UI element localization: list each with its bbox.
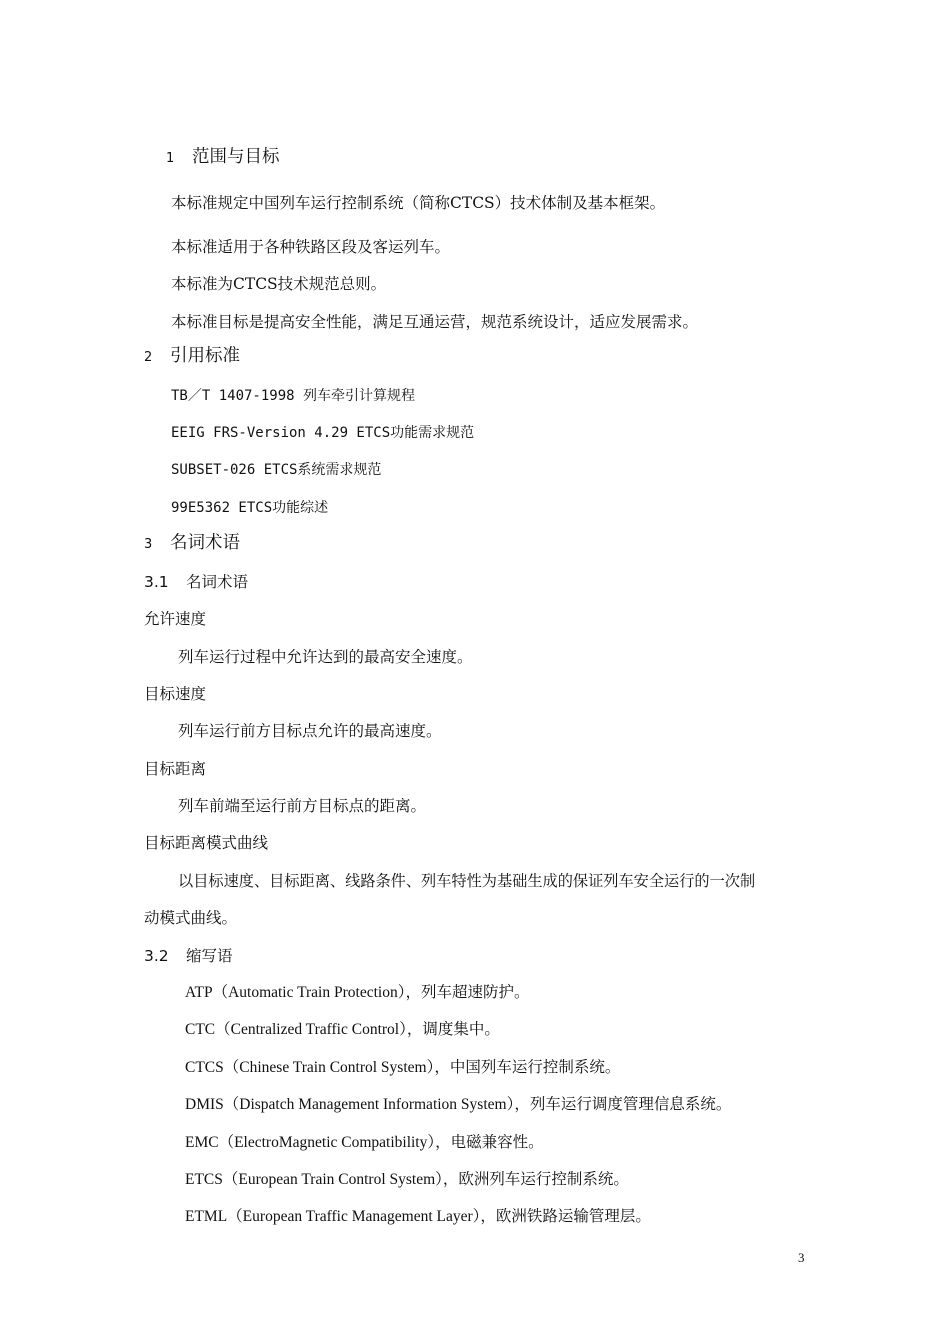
- abbreviation-item: CTCS（Chinese Train Control System），中国列车运行控制系统。: [185, 1059, 621, 1076]
- section-title: 名词术语: [170, 533, 240, 553]
- term: 目标速度: [144, 685, 207, 703]
- section-number: 3: [144, 537, 153, 552]
- term-definition: 列车运行前方目标点允许的最高速度。: [178, 722, 442, 740]
- term-definition: 列车运行过程中允许达到的最高安全速度。: [178, 648, 473, 666]
- section-heading-3: [144, 532, 240, 556]
- subsection-title: 名词术语: [186, 573, 249, 591]
- reference-item: TB／T 1407-1998 列车牵引计算规程: [171, 388, 416, 404]
- term-definition: 列车前端至运行前方目标点的距离。: [178, 797, 427, 815]
- section-heading-1: [166, 146, 280, 170]
- paragraph: 本标准为CTCS技术规范总则。: [171, 275, 387, 293]
- subsection-heading-3-1: [144, 571, 248, 593]
- term: 目标距离模式曲线: [144, 834, 269, 852]
- subsection-number: 3.1: [144, 573, 169, 591]
- abbreviation-item: ATP（Automatic Train Protection），列车超速防护。: [185, 984, 530, 1001]
- section-number: 2: [144, 350, 153, 365]
- abbreviation-item: ETCS（European Train Control System），欧洲列车运行控制系统。: [185, 1171, 629, 1188]
- subsection-number: 3.2: [144, 947, 169, 965]
- term-definition: 以目标速度、目标距离、线路条件、列车特性为基础生成的保证列车安全运行的一次制: [178, 872, 756, 890]
- section-title: 引用标准: [170, 346, 240, 366]
- paragraph: 本标准适用于各种铁路区段及客运列车。: [171, 238, 451, 256]
- term-definition-continued: 动模式曲线。: [144, 909, 238, 927]
- section-number: 1: [166, 151, 175, 166]
- subsection-title: 缩写语: [186, 947, 233, 965]
- section-heading-2: [144, 345, 240, 369]
- reference-item: SUBSET-026 ETCS系统需求规范: [171, 462, 382, 478]
- subsection-heading-3-2: [144, 945, 233, 967]
- paragraph: 本标准规定中国列车运行控制系统（简称CTCS）技术体制及基本框架。: [171, 194, 666, 212]
- abbreviation-item: EMC（ElectroMagnetic Compatibility），电磁兼容性。: [185, 1134, 544, 1151]
- term: 目标距离: [144, 760, 207, 778]
- abbreviation-item: DMIS（Dispatch Management Information System），列车运行调度管理信息系统。: [185, 1096, 732, 1113]
- paragraph: 本标准目标是提高安全性能，满足互通运营，规范系统设计，适应发展需求。: [171, 313, 699, 331]
- page-number: 3: [798, 1250, 805, 1265]
- section-title: 范围与目标: [192, 147, 280, 167]
- abbreviation-item: CTC（Centralized Traffic Control），调度集中。: [185, 1021, 500, 1038]
- reference-item: EEIG FRS-Version 4.29 ETCS功能需求规范: [171, 425, 475, 441]
- term: 允许速度: [144, 610, 207, 628]
- reference-item: 99E5362 ETCS功能综述: [171, 500, 329, 516]
- abbreviation-item: ETML（European Traffic Management Layer），欧洲铁路运输管理层。: [185, 1208, 651, 1225]
